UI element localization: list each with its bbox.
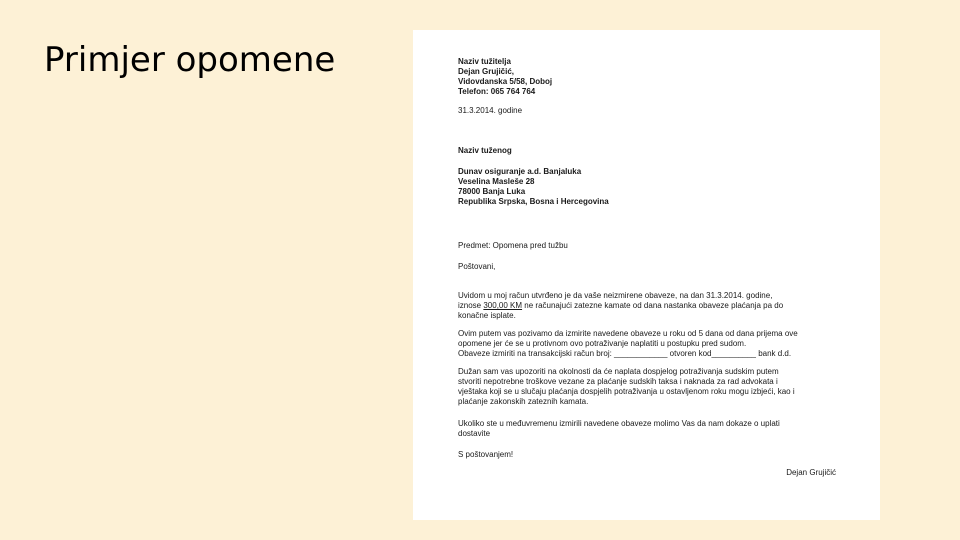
paragraph-2-line-3: Obaveze izmiriti na transakcijski račun broj: ____________ otvoren kod__________ bank d.d. bbox=[458, 349, 792, 358]
letter-document bbox=[413, 30, 880, 520]
recipient-company: Dunav osiguranje a.d. Banjaluka bbox=[458, 167, 582, 176]
amount-value: 300,00 KM bbox=[483, 301, 523, 310]
paragraph-2 bbox=[458, 329, 848, 359]
paragraph-4-line-1: Ukoliko ste u međuvremenu izmirili navedene obaveze molimo Vas da nam dokaze o uplati bbox=[458, 419, 780, 428]
recipient-heading: Naziv tuženog bbox=[458, 146, 512, 155]
sender-name: Dejan Grujičić, bbox=[458, 67, 515, 76]
paragraph-1 bbox=[458, 291, 848, 321]
sender-block bbox=[458, 57, 848, 97]
paragraph-1-line-2-pre: iznose bbox=[458, 301, 484, 310]
paragraph-1-line-3: konačne isplate. bbox=[458, 311, 516, 320]
paragraph-3 bbox=[458, 367, 848, 407]
slide-title: Primjer opomene bbox=[44, 40, 336, 80]
letter-signature: Dejan Grujičić bbox=[786, 468, 836, 477]
paragraph-3-line-2: stvoriti nepotrebne troškove vezane za plaćanje sudskih taksa i naknada za rad advokata i bbox=[458, 377, 778, 386]
letter-closing: S poštovanjem! bbox=[458, 450, 514, 459]
paragraph-4-line-2: dostavite bbox=[458, 429, 491, 438]
paragraph-3-line-4: plaćanje zakonskih zateznih kamata. bbox=[458, 397, 589, 406]
recipient-country: Republika Srpska, Bosna i Hercegovina bbox=[458, 197, 609, 206]
paragraph-3-line-1: Dužan sam vas upozoriti na okolnosti da će naplata dospjelog potraživanja sudskim putem bbox=[458, 367, 779, 376]
sender-address: Vidovdanska 5/58, Doboj bbox=[458, 77, 553, 86]
recipient-street: Veselina Masleše 28 bbox=[458, 177, 535, 186]
recipient-city: 78000 Banja Luka bbox=[458, 187, 526, 196]
letter-subject: Predmet: Opomena pred tužbu bbox=[458, 241, 568, 250]
paragraph-3-line-3: vještaka koji se u slučaju plaćanja dospjelih potraživanja u ostavljenom roku mogu izbjeći, kao i bbox=[458, 387, 795, 396]
paragraph-1-line-2 bbox=[458, 301, 848, 311]
paragraph-2-line-2: opomene jer će se u protivnom ovo potraživanje naplatiti u postupku pred sudom. bbox=[458, 339, 747, 348]
paragraph-1-line-1: Uvidom u moj račun utvrđeno je da vaše neizmirene obaveze, na dan 31.3.2014. godine, bbox=[458, 291, 773, 300]
recipient-block bbox=[458, 167, 848, 207]
paragraph-2-line-1: Ovim putem vas pozivamo da izmirite navedene obaveze u roku od 5 dana od dana prijema ove bbox=[458, 329, 798, 338]
letter-date: 31.3.2014. godine bbox=[458, 106, 523, 115]
letter-greeting: Poštovani, bbox=[458, 262, 496, 271]
sender-heading: Naziv tužitelja bbox=[458, 57, 511, 66]
sender-phone: Telefon: 065 764 764 bbox=[458, 87, 536, 96]
paragraph-4 bbox=[458, 419, 848, 439]
paragraph-1-line-2-post: ne računajući zatezne kamate od dana nastanka obaveze plaćanja pa do bbox=[522, 301, 784, 310]
